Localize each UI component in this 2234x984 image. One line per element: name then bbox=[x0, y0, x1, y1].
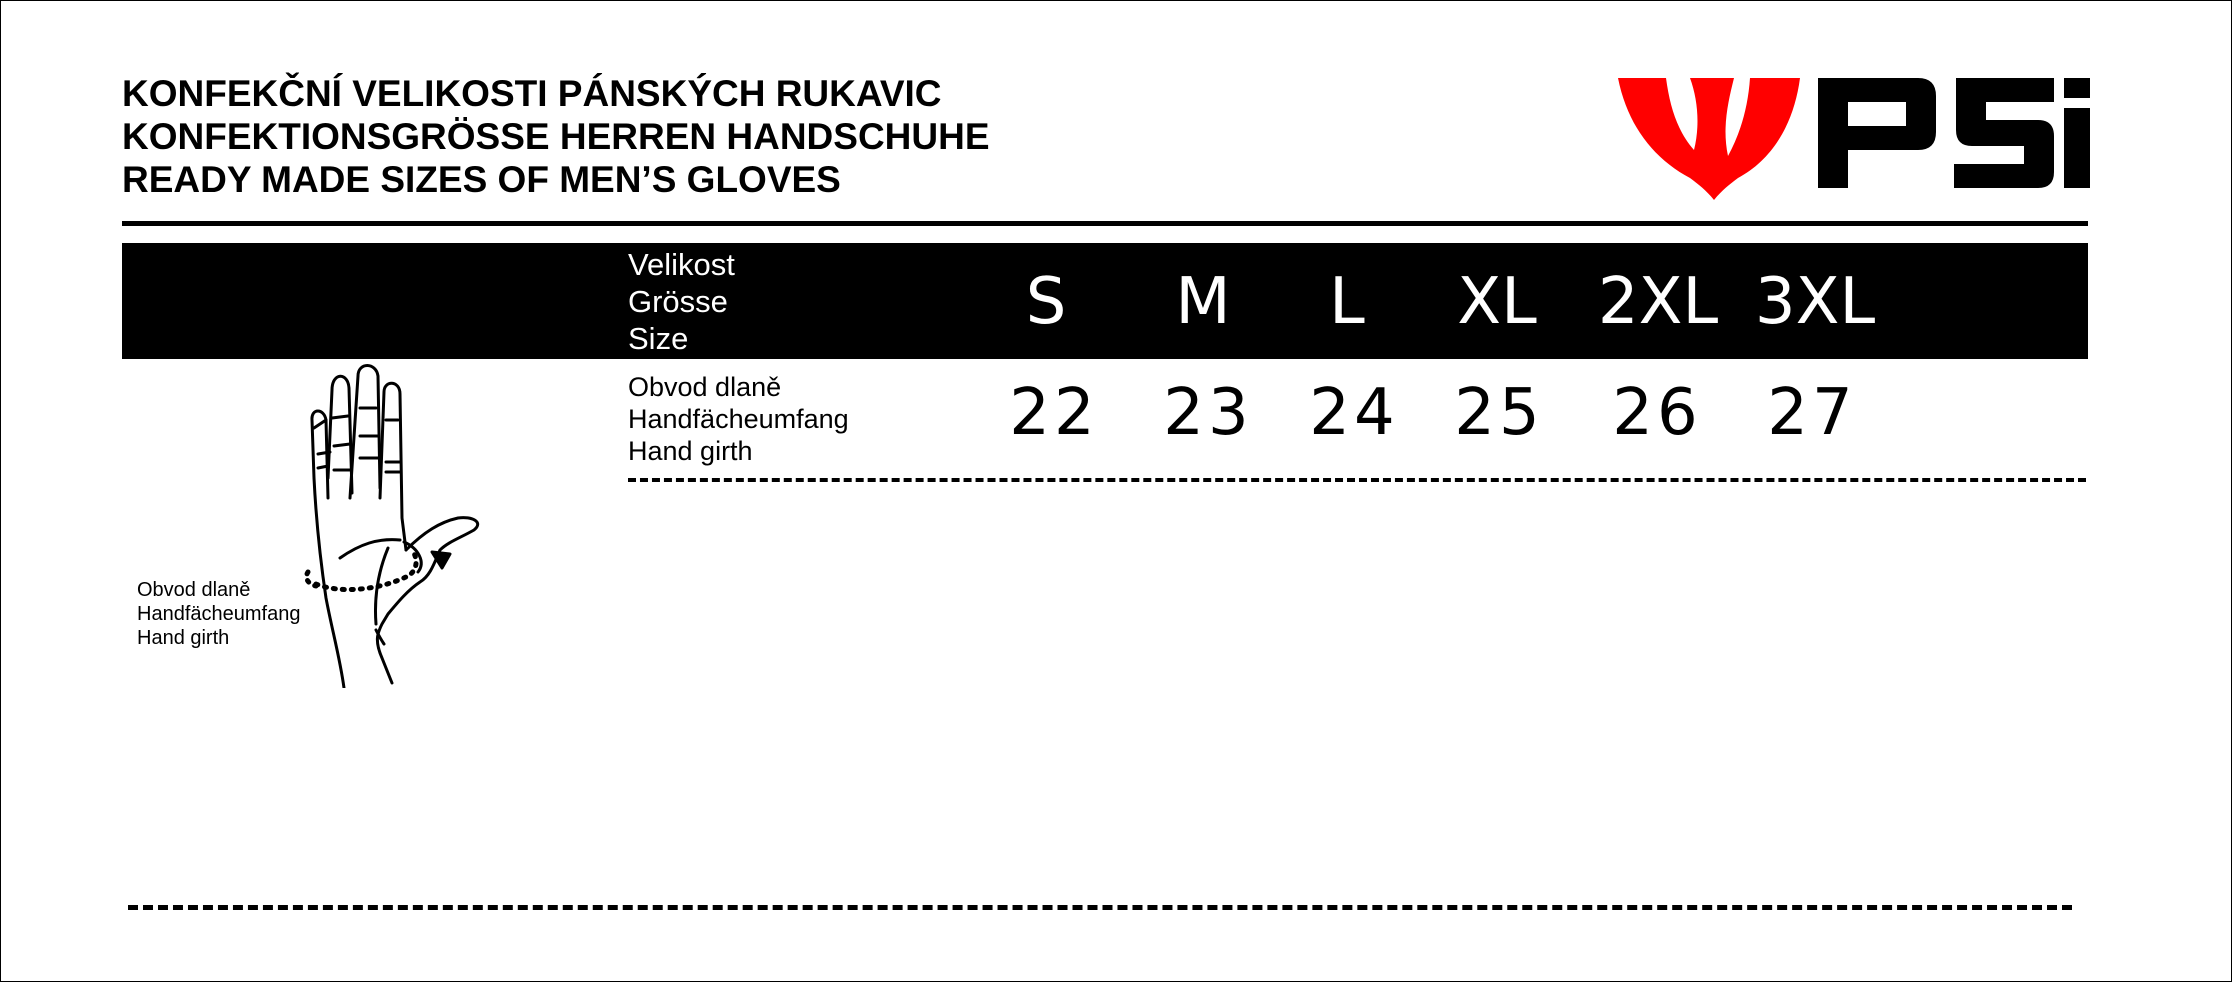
girth-value-xl: 25 bbox=[1454, 376, 1544, 450]
hand-label-en: Hand girth bbox=[137, 627, 230, 649]
title-block bbox=[122, 72, 990, 201]
size-3xl: 3XL bbox=[1754, 265, 1876, 339]
girth-label-de: Handfächeumfang bbox=[628, 404, 849, 434]
hand-label-cz: Obvod dlaně bbox=[137, 579, 251, 601]
size-2xl: 2XL bbox=[1597, 265, 1719, 339]
size-row-label bbox=[628, 246, 735, 357]
title-en: READY MADE SIZES OF MEN’S GLOVES bbox=[122, 159, 841, 200]
girth-value-s: 22 bbox=[1009, 376, 1099, 450]
header-divider bbox=[122, 221, 2088, 226]
girth-value-m: 23 bbox=[1163, 376, 1253, 450]
psi-emblem-icon bbox=[1618, 78, 1800, 200]
bottom-divider-dashed bbox=[128, 905, 2072, 910]
size-m: M bbox=[1175, 265, 1231, 339]
size-xl: XL bbox=[1457, 265, 1537, 339]
hand-icon bbox=[300, 358, 560, 688]
size-label-cz: Velikost bbox=[628, 247, 735, 282]
size-label-de: Grösse bbox=[628, 284, 728, 319]
girth-label-cz: Obvod dlaně bbox=[628, 372, 782, 402]
title-de: KONFEKTIONSGRÖSSE HERREN HANDSCHUHE bbox=[122, 116, 990, 157]
title-cz: KONFEKČNÍ VELIKOSTI PÁNSKÝCH RUKAVIC bbox=[122, 73, 942, 114]
psi-logo bbox=[1618, 74, 2090, 200]
girth-label-en: Hand girth bbox=[628, 436, 753, 466]
size-header-bar bbox=[122, 243, 2088, 359]
girth-value-l: 24 bbox=[1309, 376, 1399, 450]
hand-label-de: Handfächeumfang bbox=[137, 603, 301, 625]
psi-wordmark bbox=[1818, 78, 2090, 188]
girth-value-2xl: 26 bbox=[1612, 376, 1702, 450]
hand-illustration-label bbox=[137, 578, 300, 650]
size-label-en: Size bbox=[628, 321, 689, 356]
size-s: S bbox=[1025, 265, 1067, 339]
row-divider-dashed bbox=[628, 478, 2086, 482]
girth-row-label bbox=[628, 371, 849, 467]
size-l: L bbox=[1329, 265, 1365, 339]
girth-value-3xl: 27 bbox=[1767, 376, 1857, 450]
